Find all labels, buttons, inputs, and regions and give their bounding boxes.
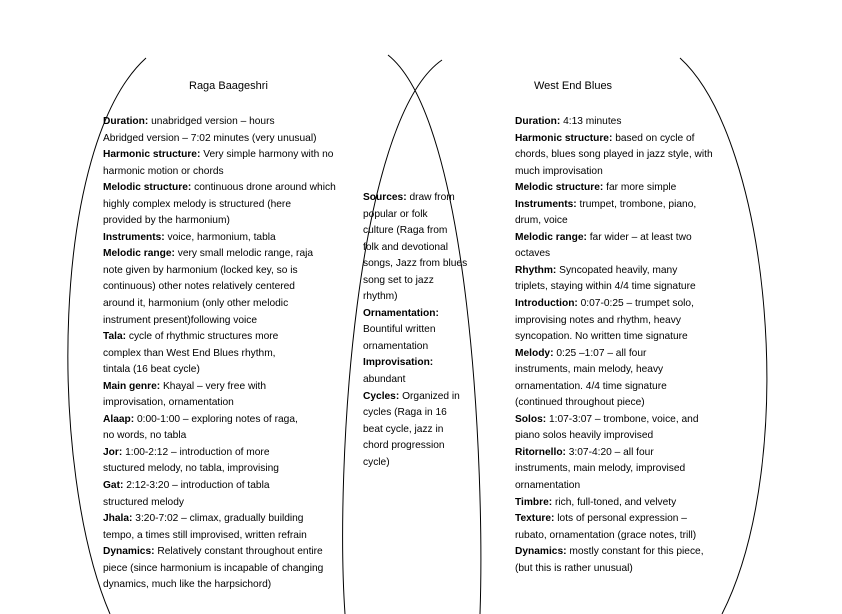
middle-line-text: culture (Raga from (363, 225, 448, 237)
middle-line-text: songs, Jazz from blues (363, 258, 468, 270)
left-line (103, 544, 336, 561)
middle-line-text: draw from (406, 192, 455, 203)
left-line-label: Main genre: (103, 380, 161, 392)
right-line-label: Introduction: (515, 298, 578, 310)
middle-line (363, 389, 467, 406)
right-line-text: 0:07-0:25 – trumpet solo, (577, 298, 694, 310)
left-line-text: Relatively constant throughout entire (154, 546, 323, 558)
middle-line-text: beat cycle, jazz in (363, 423, 444, 435)
right-line-text: 1:07-3:07 – trombone, voice, and (546, 413, 699, 425)
middle-line-text: folk and devotional (363, 241, 448, 253)
right-line-text: rich, full-toned, and velvety (552, 496, 677, 508)
left-line (103, 445, 336, 462)
right-line (515, 263, 713, 280)
left-line-label: Duration: (103, 116, 149, 127)
right-line (515, 379, 713, 396)
right-line (515, 213, 713, 230)
left-line-text: improvisation, ornamentation (103, 397, 234, 409)
middle-line (363, 273, 467, 290)
middle-line-text: song set to jazz (363, 274, 434, 286)
right-line-text: instruments, main melody, heavy (515, 364, 664, 376)
right-line-text: Syncopated heavily, many (556, 264, 678, 276)
right-line (515, 296, 713, 313)
right-line (515, 346, 713, 363)
middle-line (363, 223, 467, 240)
right-line-label: Ritornello: (515, 446, 566, 458)
middle-line (363, 240, 467, 257)
right-line-label: Rhythm: (515, 264, 557, 276)
left-line-label: Jor: (103, 446, 123, 458)
right-line (515, 279, 713, 296)
left-line-text: cycle of rhythmic structures more (126, 331, 279, 343)
left-line (103, 412, 336, 429)
right-line-text: octaves (515, 248, 551, 260)
left-line-label: Gat: (103, 480, 124, 492)
right-line-text: (continued throughout piece) (515, 397, 645, 409)
left-line (103, 114, 336, 131)
left-line (103, 197, 336, 214)
right-line-text: much improvisation (515, 165, 603, 177)
right-line-text: ornamentation (515, 480, 581, 492)
left-line-text: very small melodic range, raja (174, 248, 314, 260)
left-line (103, 296, 336, 313)
left-line-text: voice, harmonium, tabla (164, 231, 276, 243)
left-line-text: instrument present)following voice (103, 314, 258, 326)
right-line-label: Melodic structure: (515, 182, 604, 194)
right-line (515, 461, 713, 478)
left-line (103, 528, 336, 545)
right-line (515, 428, 713, 445)
left-line-text: complex than West End Blues rhythm, (103, 347, 276, 359)
middle-line-text: chord progression (363, 440, 445, 452)
left-line-text: harmonic motion or chords (103, 165, 224, 177)
left-line (103, 561, 336, 578)
middle-line-label: Ornamentation: (363, 307, 439, 319)
middle-line-text: cycles (Raga in 16 (363, 407, 447, 419)
right-line (515, 528, 713, 545)
left-line (103, 213, 336, 230)
left-line-text: tempo, a times still improvised, written refrain (103, 529, 307, 541)
left-line-label: Tala: (103, 331, 127, 343)
right-line-text: ornamentation. 4/4 time signature (515, 380, 667, 392)
right-line-text: rubato, ornamentation (grace notes, trill) (515, 529, 697, 541)
right-line-text: 0:25 –1:07 – all four (553, 347, 647, 359)
left-line (103, 577, 336, 594)
right-line (515, 131, 713, 148)
left-line-text: Abridged version – 7:02 minutes (very unusual) (103, 132, 317, 144)
right-line-label: Harmonic structure: (515, 132, 613, 144)
left-line-text: no words, no tabla (103, 430, 187, 442)
left-line (103, 379, 336, 396)
left-line (103, 346, 336, 363)
right-line (515, 197, 713, 214)
left-line (103, 279, 336, 296)
right-line-text: 3:07-4:20 – all four (565, 446, 654, 458)
left-line-text: highly complex melody is structured (here (103, 198, 291, 210)
right-line (515, 561, 713, 578)
right-line (515, 329, 713, 346)
middle-line-label: Cycles: (363, 390, 400, 402)
left-line-label: Jhala: (103, 513, 133, 525)
right-line-text: (but this is rather unusual) (515, 562, 633, 574)
right-line-label: Duration: (515, 116, 561, 127)
right-line (515, 180, 713, 197)
left-line (103, 329, 336, 346)
left-line-text: 3:20-7:02 – climax, gradually building (132, 513, 304, 525)
left-line (103, 428, 336, 445)
left-line-text: provided by the harmonium) (103, 215, 230, 227)
left-line-text: continuous drone around which (191, 182, 336, 194)
middle-line-text: abundant (363, 374, 406, 386)
middle-line-text: cycle) (363, 456, 390, 468)
right-line (515, 230, 713, 247)
middle-line-text: popular or folk (363, 208, 428, 220)
middle-line (363, 438, 467, 455)
left-line (103, 246, 336, 263)
right-line (515, 147, 713, 164)
right-line (515, 511, 713, 528)
left-line-label: Instruments: (103, 231, 165, 243)
right-line-text: piano solos heavily improvised (515, 430, 654, 442)
right-line-text: far wider – at least two (586, 231, 692, 243)
right-line-label: Melody: (515, 347, 554, 359)
middle-line-text: Bountiful written (363, 324, 436, 336)
right-line-text: far more simple (603, 182, 677, 194)
right-line-text: syncopation. No written time signature (515, 331, 688, 343)
right-line-text: chords, blues song played in jazz style, with (515, 149, 713, 161)
right-line (515, 246, 713, 263)
middle-line (363, 372, 467, 389)
middle-line (363, 339, 467, 356)
right-line-text: 4:13 minutes (560, 116, 622, 127)
left-line (103, 230, 336, 247)
left-line-text: 2:12-3:20 – introduction of tabla (123, 480, 270, 492)
middle-line (363, 289, 467, 306)
left-line (103, 180, 336, 197)
left-line (103, 461, 336, 478)
middle-column (363, 190, 467, 471)
right-line-text: instruments, main melody, improvised (515, 463, 686, 475)
left-line-text: 0:00-1:00 – exploring notes of raga, (134, 413, 298, 425)
left-line-text: structured melody (103, 496, 184, 508)
middle-line (363, 306, 467, 323)
middle-line (363, 455, 467, 472)
left-line-text: 1:00-2:12 – introduction of more (122, 446, 270, 458)
right-line-label: Dynamics: (515, 546, 567, 558)
left-column (103, 114, 336, 594)
left-title: Raga Baageshri (189, 80, 268, 92)
right-line-label: Melodic range: (515, 231, 587, 243)
right-line-text: triplets, staying within 4/4 time signature (515, 281, 696, 293)
left-line (103, 511, 336, 528)
middle-line (363, 355, 467, 372)
middle-line-text: rhythm) (363, 291, 398, 303)
middle-line-label: Improvisation: (363, 357, 434, 369)
left-line (103, 478, 336, 495)
left-line-label: Harmonic structure: (103, 149, 201, 161)
right-line (515, 114, 713, 131)
left-line-text: stuctured melody, no tabla, improvising (103, 463, 279, 475)
right-line (515, 395, 713, 412)
left-line-text: around it, harmonium (only other melodic (103, 298, 289, 310)
left-line (103, 362, 336, 379)
right-column (515, 114, 713, 577)
middle-line (363, 422, 467, 439)
left-line (103, 147, 336, 164)
right-line-label: Solos: (515, 413, 547, 425)
right-line-text: mostly constant for this piece, (566, 546, 704, 558)
middle-line (363, 256, 467, 273)
left-line-text: continuous) other notes relatively centered (103, 281, 295, 293)
right-line-label: Texture: (515, 513, 555, 525)
middle-line (363, 190, 467, 207)
right-line (515, 445, 713, 462)
right-line-text: trumpet, trombone, piano, (576, 198, 697, 210)
right-line (515, 412, 713, 429)
left-line (103, 263, 336, 280)
left-line-label: Melodic range: (103, 248, 175, 260)
middle-line-label: Sources: (363, 192, 407, 203)
right-line (515, 164, 713, 181)
right-title: West End Blues (534, 80, 613, 92)
right-line-text: lots of personal expression – (554, 513, 687, 525)
left-line (103, 164, 336, 181)
left-line-label: Dynamics: (103, 546, 155, 558)
left-line (103, 313, 336, 330)
left-line-text: note given by harmonium (locked key, so is (103, 264, 298, 276)
right-line (515, 478, 713, 495)
middle-line-text: ornamentation (363, 340, 429, 352)
middle-line (363, 207, 467, 224)
right-line-text: drum, voice (515, 215, 568, 227)
left-line-label: Melodic structure: (103, 182, 192, 194)
middle-line-text: Organized in (399, 390, 460, 402)
right-line-label: Timbre: (515, 496, 553, 508)
left-line-text: unabridged version – hours (148, 116, 275, 127)
left-line-label: Alaap: (103, 413, 135, 425)
right-line-text: improvising notes and rhythm, heavy (515, 314, 681, 326)
middle-line (363, 322, 467, 339)
right-line (515, 313, 713, 330)
middle-line (363, 405, 467, 422)
left-line (103, 395, 336, 412)
right-line-text: based on cycle of (612, 132, 695, 144)
right-line (515, 544, 713, 561)
right-line (515, 362, 713, 379)
left-line (103, 131, 336, 148)
right-line (515, 495, 713, 512)
left-line-text: dynamics, much like the harpsichord) (103, 579, 272, 591)
left-line-text: tintala (16 beat cycle) (103, 364, 200, 376)
right-line-label: Instruments: (515, 198, 577, 210)
left-line (103, 495, 336, 512)
left-line-text: Very simple harmony with no (200, 149, 334, 161)
left-line-text: Khayal – very free with (160, 380, 267, 392)
left-line-text: piece (since harmonium is incapable of changing (103, 562, 324, 574)
